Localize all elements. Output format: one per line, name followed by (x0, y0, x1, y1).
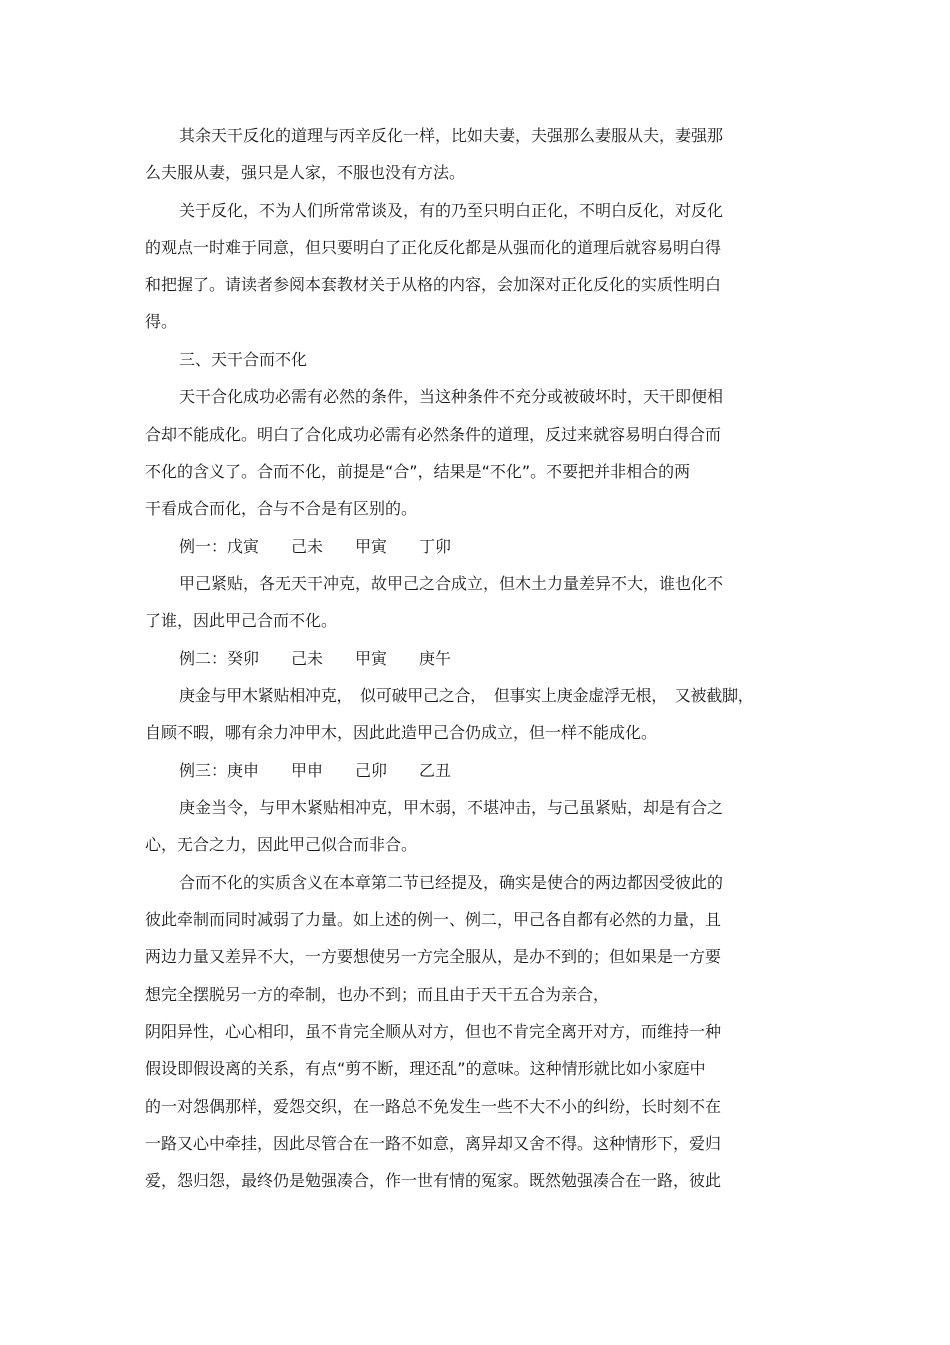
text-line: 想完全摆脱另一方的牵制，也办不到；而且由于天干五合为亲合， (145, 985, 610, 1004)
text-line: 不化的含义了。合而不化，前提是“合”，结果是“不化”。不要把并非相合的两 (145, 462, 691, 481)
text-line: 爱，怨归怨，最终仍是勉强凑合，作一世有情的冤家。既然勉强凑合在一路，彼此 (145, 1171, 722, 1190)
text-line: 合而不化的实质含义在本章第二节已经提及，确实是使合的两边都因受彼此的 (179, 873, 724, 892)
text-line: 关于反化，不为人们所常常谈及，有的乃至只明白正化，不明白反化，对反化 (179, 201, 724, 220)
text-line: 彼此牵制而同时减弱了力量。如上述的例一、例二，甲己各自都有必然的力量，且 (145, 910, 722, 929)
text-line: 么夫服从妻，强只是人家，不服也没有方法。 (145, 163, 466, 182)
example-line: 例二：癸卯 己未 甲寅 庚午 (179, 649, 452, 668)
text-line: 自顾不暇，哪有余力冲甲木，因此此造甲己合仍成立，但一样不能成化。 (145, 723, 658, 742)
text-line: 和把握了。请读者参阅本套教材关于从格的内容，会加深对正化反化的实质性明白 (145, 275, 722, 294)
text-line: 两边力量又差异不大，一方要想使另一方完全服从，是办不到的；但如果是一方要 (145, 947, 722, 966)
text-line: 的观点一时难于同意，但只要明白了正化反化都是从强而化的道理后就容易明白得 (145, 238, 722, 257)
text-line: 庚金与甲木紧贴相冲克， 似可破甲己之合， 但事实上庚金虚浮无根， 又被截脚， (179, 686, 754, 705)
text-line: 合却不能成化。明白了合化成功必需有必然条件的道理，反过来就容易明白得合而 (145, 425, 722, 444)
text-line: 干看成合而化，合与不合是有区别的。 (145, 499, 418, 518)
text-line: 一路又心中牵挂，因此尽管合在一路不如意，离异却又舍不得。这种情形下，爱归 (145, 1134, 722, 1153)
text-line: 庚金当令，与甲木紧贴相冲克，甲木弱，不堪冲击，与己虽紧贴，却是有合之 (179, 798, 724, 817)
text-line: 的一对怨偶那样，爱怨交织，在一路总不免发生一些不大不小的纠纷，长时刻不在 (145, 1097, 722, 1116)
text-line: 其余天干反化的道理与丙辛反化一样，比如夫妻，夫强那么妻服从夫，妻强那 (179, 126, 724, 145)
example-line: 例三：庚申 甲申 己卯 乙丑 (179, 761, 452, 780)
text-line: 得。 (145, 312, 178, 331)
text-line: 假设即假设离的关系，有点“剪不断，理还乱”的意味。这种情形就比如小家庭中 (145, 1059, 706, 1078)
section-heading: 三、天干合而不化 (179, 350, 308, 369)
text-line: 了谁，因此甲己合而不化。 (145, 611, 338, 630)
text-line: 心，无合之力，因此甲己似合而非合。 (145, 835, 418, 854)
example-line: 例一：戊寅 己未 甲寅 丁卯 (179, 537, 452, 556)
text-line: 天干合化成功必需有必然的条件，当这种条件不充分或被破坏时，天干即便相 (179, 387, 724, 406)
text-line: 甲己紧贴，各无天干冲克，故甲己之合成立，但木土力量差异不大，谁也化不 (179, 574, 724, 593)
text-line: 阴阳异性，心心相印，虽不肯完全顺从对方，但也不肯完全离开对方，而维持一种 (145, 1022, 722, 1041)
